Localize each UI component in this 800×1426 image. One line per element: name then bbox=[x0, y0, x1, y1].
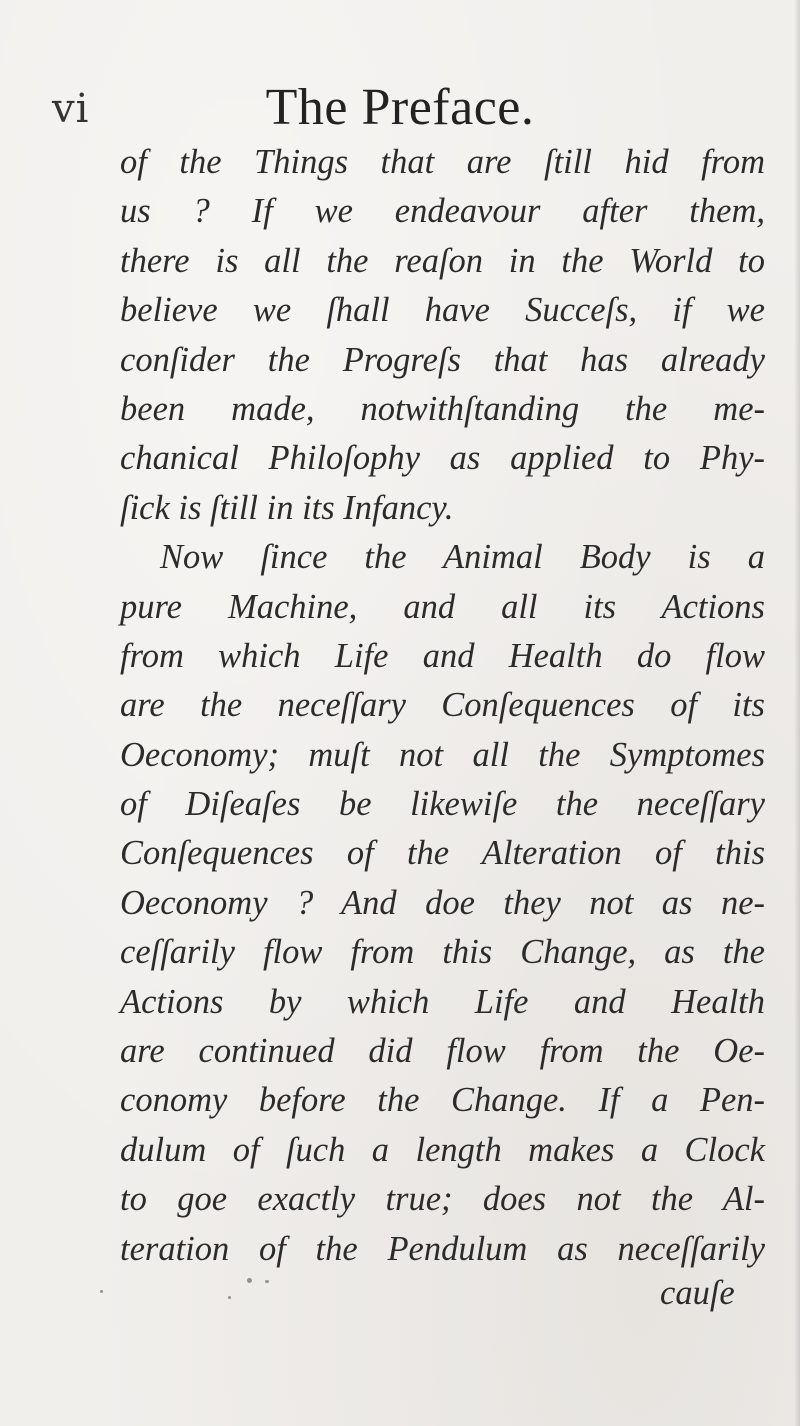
text-line: Oeconomy ? And doe they not as ne- bbox=[120, 883, 765, 922]
text-line: there is all the reaſon in the World to bbox=[120, 241, 765, 280]
text-line: conomy before the Change. If a Pen- bbox=[120, 1081, 765, 1120]
text-line: of the Things that are ſtill hid from bbox=[120, 143, 765, 181]
text-line: of Diſeaſes be likewiſe the neceſſary bbox=[120, 785, 765, 824]
page-number: vi bbox=[52, 86, 90, 132]
text-line: believe we ſhall have Succeſs, if we bbox=[120, 291, 765, 330]
text-line: Actions by which Life and Health bbox=[120, 982, 765, 1021]
text-line: pure Machine, and all its Actions bbox=[120, 587, 765, 626]
text-line: teration of the Pendulum as neceſſarily bbox=[120, 1229, 765, 1268]
text-line: dulum of ſuch a length makes a Clock bbox=[120, 1130, 765, 1169]
text-line: are the neceſſary Conſequences of its bbox=[120, 686, 765, 725]
text-line: Conſequences of the Alteration of this bbox=[120, 834, 765, 873]
ink-speck bbox=[247, 1278, 252, 1283]
text-line: us ? If we endeavour after them, bbox=[120, 192, 765, 231]
text-line-paragraph-start: Now ſince the Animal Body is a bbox=[160, 538, 765, 577]
text-line: ceſſarily flow from this Change, as the bbox=[120, 933, 765, 972]
page-edge-shadow bbox=[794, 0, 800, 1426]
text-line: from which Life and Health do flow bbox=[120, 636, 765, 675]
text-line: been made, notwithſtanding the me- bbox=[120, 389, 765, 428]
ink-speck bbox=[100, 1290, 103, 1293]
catchword: cauſe bbox=[660, 1274, 735, 1312]
body-text bbox=[120, 138, 765, 1274]
ink-speck bbox=[228, 1296, 231, 1299]
text-line: chanical Philoſophy as applied to Phy- bbox=[120, 439, 765, 478]
text-line: are continued did flow from the Oe- bbox=[120, 1032, 765, 1071]
text-line: ſick is ſtill in its Infancy. bbox=[120, 488, 454, 527]
running-head: The Preface. bbox=[265, 79, 535, 136]
text-line: conſider the Progreſs that has already bbox=[120, 340, 765, 379]
ink-speck bbox=[265, 1280, 269, 1283]
text-line: to goe exactly true; does not the Al- bbox=[120, 1180, 765, 1219]
text-line: Oeconomy; muſt not all the Symptomes bbox=[120, 735, 765, 774]
